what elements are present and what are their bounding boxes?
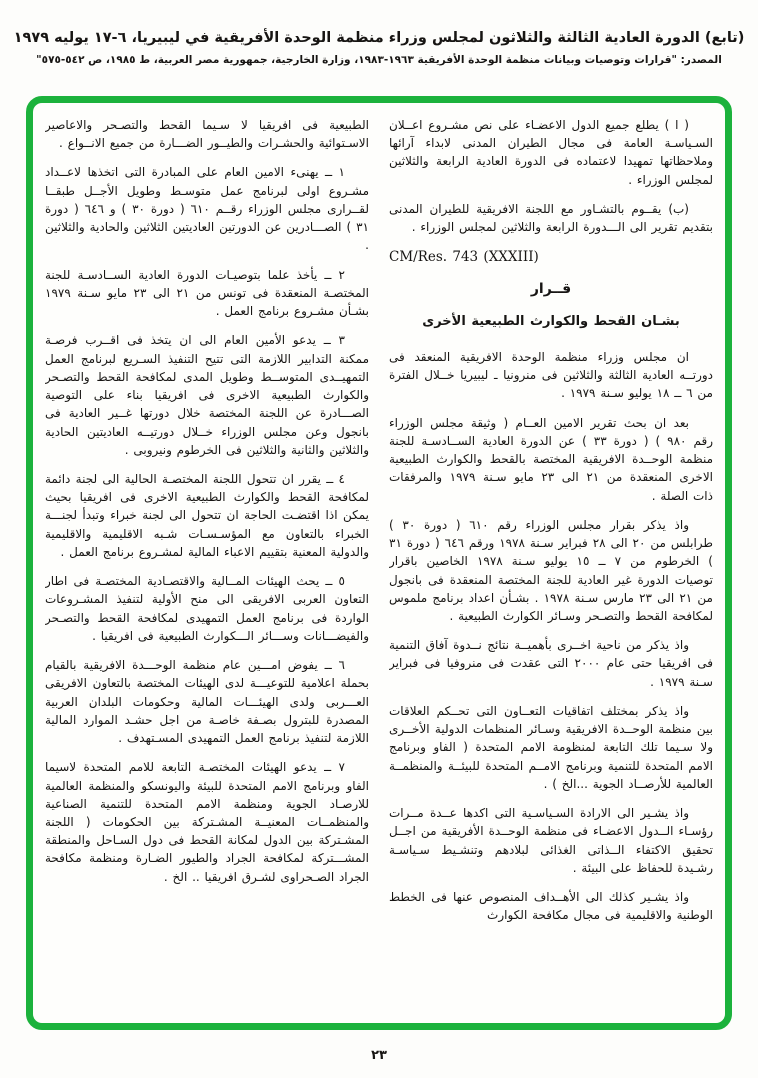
paragraph: واذ يذكر بقرار مجلس الوزراء رقم ٦١٠ ( دورة ٣٠ ) طرابلس من ٢٠ الى ٢٨ فبراير سـنة ١٩٧٨ ورقم ٦٤٦ ( دورة ٣١ ) الخرطوم من ٧ ــ ١٥ يوليو سـنة ١٩٧٨ الخاصين باقرار توصيات الدورة غير العادية للجنة المختصة المنعقدة فى بانجول من ٢١ الى ٢٣ مارس سـنة ١٩٧٨ . بشـأن اعداد برنامج ملموس لمكافحة القحط والتصـحر وسـائر الكوارث الطبيعية . — [389, 517, 713, 623]
paragraph-item-5: ٥ ــ يحث الهيئات المــالية والاقتصـادية المختصـة فى اطار التعاون العربى الافريقى الى منح الأولية لتنفيذ المشـروعات الواردة فى برنامج العمل التمهيدى لمكافحة القحط والتصـحر والفيضـــانات وســـائر الـــكوارث الطبيعية فى افريقيا . — [45, 574, 369, 643]
paragraph-point-a: ( ا ) يطلع جميع الدول الاعضـاء على نص مشـروع اعــلان السـياسـة العامة فى مجال الطيران المدنى لابداء آرائها وملاحظاتها تمهيدا لاعتماده فى الدورة العادية الرابعة والثلاثين لمجلس الوزراء . — [389, 118, 713, 187]
paragraph: واذ يذكر من ناحية اخــرى بأهميــة نتائج نــدوة آفاق التنمية فى افريقيا حتى عام ٢٠٠٠ التى عقدت فى منروفيا فى فبراير سـنة ١٩٧٩ . — [389, 638, 713, 689]
paragraph-item-2: ٢ ــ يأخذ علما بتوصيـات الدورة العادية الســادسـة للجنة المختصـة المنعقدة فى تونس من ٢١ الى ٢٣ مايو سـنة ١٩٧٩ بشـأن مشـروع برنامج العمل . — [45, 267, 369, 319]
column-left — [45, 116, 369, 1015]
two-column-text — [33, 103, 725, 1023]
paragraph-item-6: ٦ ــ يفوض امـــين عام منظمة الوحـــدة الافريقية بالقيام بحملة اعلامية للتوعيـــة لدى الهيئات المختصة بالتعاون الافريقى العـــربى ولدى الهيئـــات المالية وحكومات البلدان العربية المصدرة للبترول بصـفة خاصـة من اجل حشـد الموارد المالية اللازمة لتنفيذ برنامج العمل التمهيدى المسـتهدف . — [45, 658, 369, 746]
page-header — [0, 0, 758, 66]
paragraph-item-7: ٧ ــ يدعو الهيئات المختصـة التابعة للامم المتحدة لاسيما الفاو وبرنامج الامم المتحدة للبيئة واليونسكو والمنظمة العالمية للارصـاد الجوية ومنظمة الامم المتحدة للتنمية الصناعية والمنظمــات المعنيــة المشـتركة بين الحكومات ( اللجنة المشـتركة بين الدول لمكانة القحط فى دول السـاحل والمنطقة المشـــتركة لمكافحة الجراد والطيور الضـارة ومنظمة مكافحة الجراد الصـحراوى لشـرق افريقيا .. الخ . — [45, 760, 369, 884]
page-number: ٢٣ — [371, 1048, 387, 1063]
paragraph: واذ يشـير الى الارادة السـياسـية التى اكدها عــدة مــرات رؤسـاء الــدول الاعضـاء فى منظمة الوحــدة الأفريقية من اجــل تحقيق الاكتفاء الــذاتى الغذائى لبلادهم وتنشـيط سـياسـة رشـيدة للحفاظ على البيئة . — [389, 806, 713, 875]
resolution-reference: CM/Res. 743 (XXXIII) — [389, 249, 539, 266]
paragraph: ان مجلس وزراء منظمة الوحدة الافريقية المنعقد فى دورتــه العادية الثالثة والثلاثين فى منرونيا ـ ليبيريا خــلال الفترة من ٦ ــ ١٨ يوليو سـنة ١٩٧٩ . — [389, 349, 713, 401]
paragraph-item-1: ١ ــ يهنىء الامين العام على المبادرة التى اتخذها لاعــداد مشـروع اولى لبرنامج عمل متوسـط وطويل الأجــل طبقــا لقــرارى مجلس الوزراء رقــم ٦١٠ ( دورة ٣٠ ) و ٦٤٦ ( دورة ٣١ ) الصـــادرين عن الدورتين العاديتين الثلاثين والحادية والثلاثين . — [45, 165, 369, 253]
header-source-line: المصدر: "قرارات وتوصيات وبيانات منظمة الوحدة الأفريقية ١٩٦٣-١٩٨٣، وزارة الخارجية، جمهورية مصر العربية، ط ١٩٨٥، ص ٥٤٢-٥٧٥" — [36, 54, 722, 66]
paragraph-continuation: الطبيعية فى افريقيا لا سـيما القحط والتصـحر والاعاصير الاسـتوائية والحشـرات والطيــور الضـــارة من جميع الانــواع . — [45, 118, 369, 151]
paragraph: واذ يذكر بمختلف اتفاقيات التعــاون التى تحــكم العلاقات بين منظمة الوحــدة الافريقية وسـائر المنظمات الدولية الأخــرى ولا سـيما تلك التابعة لمنظومة الامم المتحدة ( الفاو وبرنامج الامم المتحدة للتنمية وبرنامج الامــم المتحدة للبيئــة والمنظمــة العالمية للأرصــاد الجوية ...الخ ) . — [389, 703, 713, 791]
paragraph: واذ يشـير كذلك الى الأهــداف المنصوص عنها فى الخطط الوطنية والاقليمية فى مجال مكافحة الكوارث — [389, 890, 713, 923]
resolution-subject: بشـان القحط والكوارث الطبيعية الأخرى — [422, 314, 680, 330]
green-highlight-frame — [26, 96, 732, 1030]
paragraph-point-b: (ب) يقــوم بالتشـاور مع اللجنة الافريقية للطيران المدنى بتقديم تقرير الى الـــدورة الرابعة والثلاثين لمجلس الوزراء . — [389, 201, 713, 235]
resolution-heading: قــرار — [530, 280, 572, 297]
header-session-title: (تابع) الدورة العادية الثالثة والثلاثون لمجلس وزراء منظمة الوحدة الأفريقية في ليبيريا، ٦-١٧ يوليه ١٩٧٩ — [13, 30, 745, 46]
column-right — [389, 116, 713, 1015]
paragraph-item-4: ٤ ــ يقرر ان تتحول اللجنة المختصـة الحالية الى لجنة دائمة لمكافحة القحط والكوارث الطبيعية الاخرى فى افريقيا بحيث يمكن اذا اقتضـت الحاجة ان تتحول الى لجنة خبراء وتبدأ لجنـــة الخبراء بالتعاون مع المؤسـسـات شـبه الاقليمية والاقليمية والدولية المعنية بتقييم الاعباء المالية لمشـروع برنامج العمل . — [45, 471, 369, 559]
paragraph: بعد ان بحث تقرير الامين العــام ( وثيقة مجلس الوزراء رقم ٩٨٠ ) ( دورة ٣٣ ) عن الدورة العادية الســادسـة للجنة منظمة الوحــدة الافريقية المختصة بالقحط والكوارث الطبيعية الاخرى المنعقدة من ٢١ الى ٢٣ مايو سـنة ١٩٧٩ والمرفقات ذات الصلة . — [389, 415, 713, 503]
paragraph-item-3: ٣ ــ يدعو الأمين العام الى ان يتخذ فى اقــرب فرصـة ممكنة التدابير اللازمة التى تتيح التنفيذ السـريع لبرنامج العمل التمهيــدى المتوســط وطويل المدى لمكافحة القحط والتصـحر والكوارث الطبيعية الاخرى فى افريقيا بناء على التوصية الصـــادرة عن اللجنة المختصة خلال دورتها غــير العادية فى بانجول وعن مجلس الوزراء خــلال دورتيــه العاديتين الحادية والثلاثين والثانية والثلاثين فى الخرطوم ونيروبى . — [45, 333, 369, 457]
